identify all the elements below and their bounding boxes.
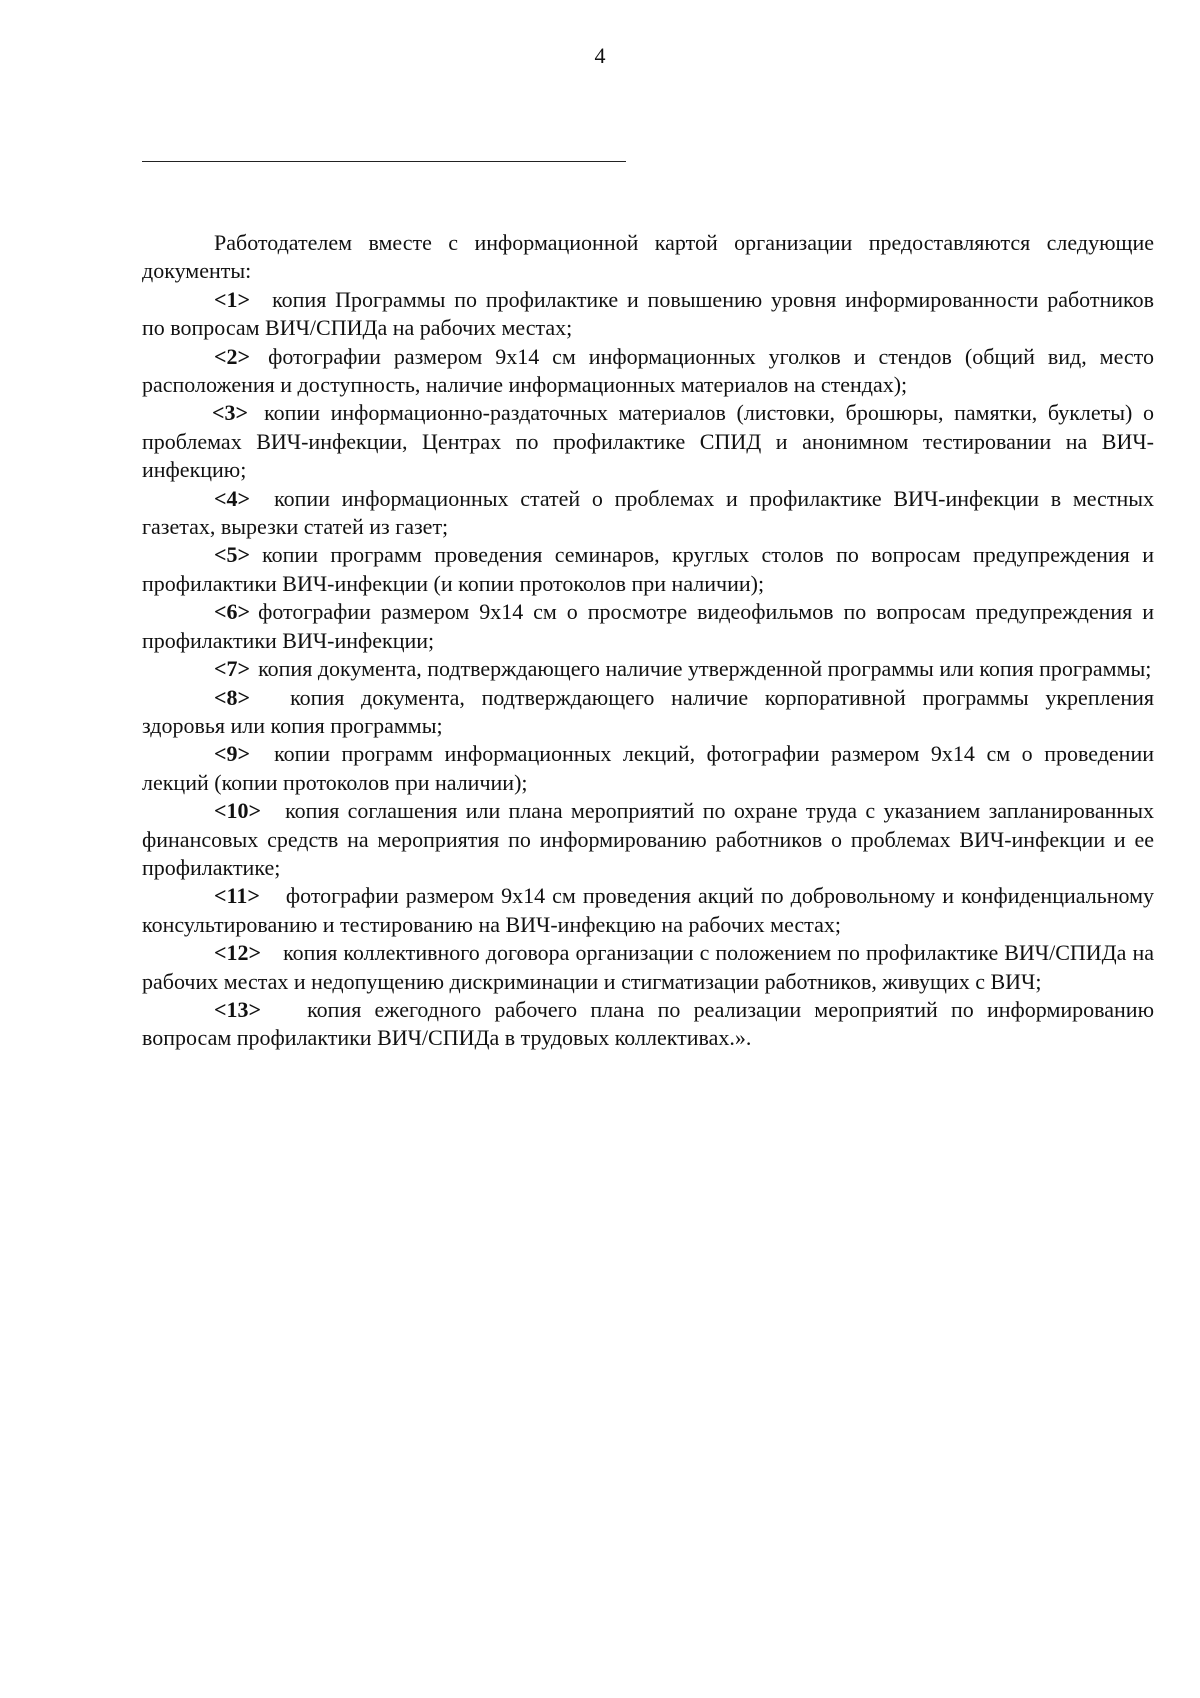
item-number: <2> <box>214 343 251 369</box>
item-text: фотографии размером 9x14 см о просмотре видеофильмов по вопросам предупреждения и профилактики ВИЧ-инфекции; <box>142 599 1154 653</box>
item-number: <13> <box>214 996 262 1022</box>
list-item <box>142 399 1154 484</box>
item-text: копия Программы по профилактике и повышению уровня информированности работников по вопросам ВИЧ/СПИДа на рабочих местах; <box>142 286 1154 341</box>
item-text: копии программ информационных лекций, фотографии размером 9x14 см о проведении лекций (копии протоколов при наличии); <box>142 741 1154 795</box>
document-body <box>142 229 1154 1053</box>
list-item <box>142 740 1154 797</box>
list-item <box>142 996 1154 1053</box>
item-number: <4> <box>214 485 251 511</box>
item-text: копия документа, подтверждающего наличие корпоративной программы укрепления здоровья или копия программы; <box>142 684 1154 738</box>
list-item <box>142 541 1154 598</box>
item-text: копия соглашения или плана мероприятий по охране труда с указанием запланированных финансовых средств на мероприятия по информированию работников о проблемах ВИЧ-инфекции и ее профилактике; <box>142 798 1154 880</box>
list-item <box>142 485 1154 542</box>
footnote-separator-line <box>142 161 626 162</box>
item-number: <5> <box>214 542 251 568</box>
item-text: копии информационно-раздаточных материалов (листовки, брошюры, памятки, буклеты) о проблемах ВИЧ-инфекции, Центрах по профилактике СПИД и анонимном тестировании на ВИЧ-инфекцию; <box>142 400 1154 483</box>
item-number: <10> <box>214 798 262 824</box>
item-number: <6> <box>214 599 251 625</box>
item-number: <12> <box>214 940 262 966</box>
list-item <box>142 343 1154 400</box>
page-number: 4 <box>594 43 606 68</box>
item-number: <8> <box>214 684 251 710</box>
item-number: <7> <box>214 656 251 682</box>
list-item <box>142 598 1154 655</box>
item-text: копия коллективного договора организации с положением по профилактике ВИЧ/СПИДа на рабочих местах и недопущению дискриминации и стигматизации работников, живущих с ВИЧ; <box>142 940 1154 994</box>
list-item <box>142 939 1154 996</box>
item-text: копия документа, подтверждающего наличие утвержденной программы или копия программы; <box>258 656 1152 682</box>
list-item <box>142 882 1154 939</box>
list-item <box>142 655 1154 683</box>
list-item <box>142 286 1154 343</box>
item-text: копии программ проведения семинаров, круглых столов по вопросам предупреждения и профилактики ВИЧ-инфекции (и копии протоколов при наличии); <box>142 542 1154 596</box>
list-item <box>142 684 1154 741</box>
item-text: фотографии размером 9x14 см проведения акций по добровольному и конфиденциальному консультированию и тестированию на ВИЧ-инфекцию на рабочих местах; <box>142 883 1154 937</box>
item-text: фотографии размером 9x14 см информационных уголков и стендов (общий вид, место расположения и доступность, наличие информационных материалов на стендах); <box>142 343 1154 398</box>
item-text: копии информационных статей о проблемах и профилактике ВИЧ-инфекции в местных газетах, вырезки статей из газет; <box>142 485 1154 540</box>
item-number: <1> <box>214 286 251 312</box>
list-item <box>142 797 1154 882</box>
item-number: <3> <box>212 400 249 426</box>
intro-paragraph: Работодателем вместе с информационной картой организации предоставляются следующие документы: <box>142 230 1154 284</box>
item-number: <9> <box>214 741 251 767</box>
item-number: <11> <box>214 883 260 909</box>
item-text: копия ежегодного рабочего плана по реализации мероприятий по информированию вопросам профилактики ВИЧ/СПИДа в трудовых коллективах.». <box>142 996 1154 1051</box>
